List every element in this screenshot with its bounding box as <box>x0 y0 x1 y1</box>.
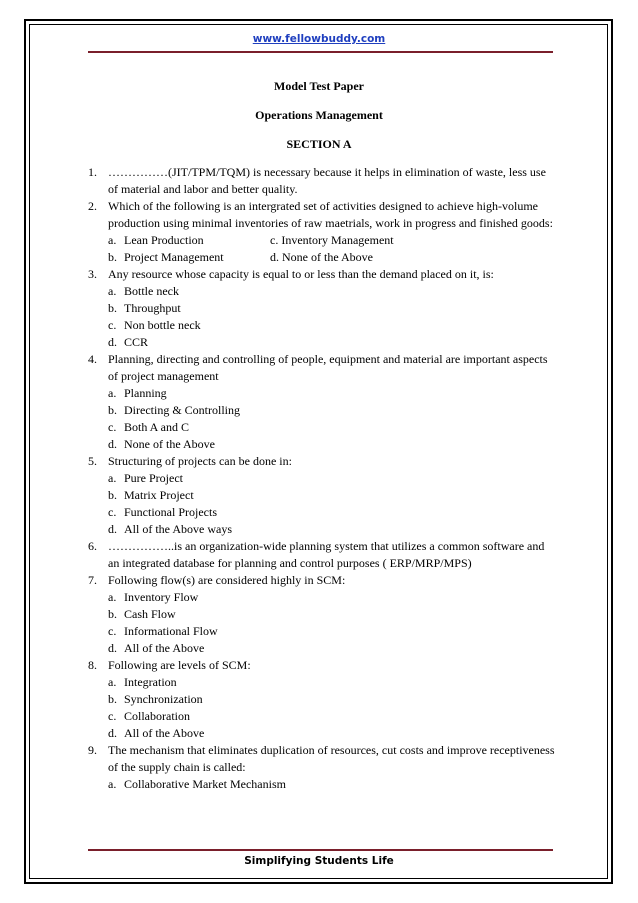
option-text: Collaborative Market Mechanism <box>124 777 286 791</box>
header-divider <box>88 51 553 53</box>
option-text: Cash Flow <box>124 607 176 621</box>
option-item <box>108 419 558 436</box>
question-item <box>88 538 558 572</box>
question-text: Structuring of projects can be done in: <box>108 454 292 468</box>
footer-divider <box>88 849 553 851</box>
option-letter: b. <box>108 692 117 706</box>
question-item <box>88 351 558 453</box>
question-text: Following are levels of SCM: <box>108 658 251 672</box>
option-item <box>108 623 558 640</box>
question-number: 7. <box>88 573 97 587</box>
question-text: ……………..is an organization-wide planning system that utilizes a common software and an integrated database for planning and control purposes ( ERP/MRP/MPS) <box>108 539 545 570</box>
option-letter: a. <box>108 590 117 604</box>
question-item <box>88 742 558 793</box>
option-item <box>108 487 558 504</box>
option-text: Non bottle neck <box>124 318 201 332</box>
option-letter: a. <box>108 386 117 400</box>
option-item <box>108 504 558 521</box>
question-text: Any resource whose capacity is equal to or less than the demand placed on it, is: <box>108 267 494 281</box>
question-text: Which of the following is an intergrated set of activities designed to achieve high-volume production using minimal inventories of raw maetrials, work in progress and finished goods: <box>108 199 553 230</box>
option-row <box>108 232 558 249</box>
option-text: Lean Production <box>124 233 204 247</box>
option-item <box>108 470 558 487</box>
option-letter: c. <box>108 709 117 723</box>
option-letter: a. <box>108 471 117 485</box>
option-letter: d. <box>108 726 117 740</box>
option-text: Inventory Flow <box>124 590 199 604</box>
option-item <box>108 708 558 725</box>
option-text: Integration <box>124 675 177 689</box>
question-text: The mechanism that eliminates duplication of resources, cut costs and improve receptiveness of the supply chain is called: <box>108 743 555 774</box>
option-item <box>108 776 558 793</box>
question-list <box>88 164 558 793</box>
question-item <box>88 572 558 657</box>
option-text: CCR <box>124 335 149 349</box>
subject-title: Operations Management <box>255 108 383 122</box>
option-text: All of the Above <box>124 726 205 740</box>
question-item <box>88 198 558 266</box>
option-letter: d. <box>108 522 117 536</box>
option-letter: d. <box>108 437 117 451</box>
option-letter: b. <box>108 301 117 315</box>
header-website-link[interactable]: www.fellowbuddy.com <box>252 33 386 45</box>
option-item <box>108 640 558 657</box>
option-text: All of the Above ways <box>124 522 232 536</box>
option-letter: a. <box>108 777 117 791</box>
paper-title: Model Test Paper <box>274 79 364 93</box>
option-item <box>108 334 558 351</box>
option-letter: b. <box>108 403 117 417</box>
option-letter: a. <box>108 233 117 247</box>
question-text: ……………(JIT/TPM/TQM) is necessary because it helps in elimination of waste, less use of material and labor and better quality. <box>108 165 546 196</box>
option-item <box>108 402 558 419</box>
option-item <box>108 521 558 538</box>
option-letter: b. <box>108 488 117 502</box>
option-text: Informational Flow <box>124 624 218 638</box>
question-number: 6. <box>88 539 97 553</box>
option-text: All of the Above <box>124 641 205 655</box>
option-letter: d. <box>108 335 117 349</box>
option-item <box>108 300 558 317</box>
option-text: d. None of the Above <box>270 250 373 264</box>
question-number: 2. <box>88 199 97 213</box>
option-text: Directing & Controlling <box>124 403 240 417</box>
option-item <box>108 725 558 742</box>
question-item <box>88 266 558 351</box>
option-text: Collaboration <box>124 709 190 723</box>
option-text: Synchronization <box>124 692 203 706</box>
option-text: c. Inventory Management <box>270 233 394 247</box>
option-item <box>108 589 558 606</box>
option-letter: c. <box>108 505 117 519</box>
section-heading: SECTION A <box>286 137 352 151</box>
option-text: Bottle neck <box>124 284 179 298</box>
question-item <box>88 657 558 742</box>
option-text: Project Management <box>124 250 224 264</box>
option-letter: a. <box>108 675 117 689</box>
option-letter: b. <box>108 250 117 264</box>
option-item <box>108 283 558 300</box>
option-text: Both A and C <box>124 420 190 434</box>
option-text: Throughput <box>124 301 181 315</box>
option-row <box>108 249 558 266</box>
option-text: Functional Projects <box>124 505 217 519</box>
question-number: 9. <box>88 743 97 757</box>
option-letter: c. <box>108 420 117 434</box>
footer-tagline: Simplifying Students Life <box>244 855 394 867</box>
option-letter: a. <box>108 284 117 298</box>
question-number: 8. <box>88 658 97 672</box>
option-item <box>108 317 558 334</box>
question-number: 4. <box>88 352 97 366</box>
question-item <box>88 453 558 538</box>
option-letter: d. <box>108 641 117 655</box>
option-text: Planning <box>124 386 167 400</box>
option-item <box>108 606 558 623</box>
option-letter: c. <box>108 624 117 638</box>
question-number: 1. <box>88 165 97 179</box>
option-item <box>108 385 558 402</box>
question-number: 5. <box>88 454 97 468</box>
question-number: 3. <box>88 267 97 281</box>
option-text: Pure Project <box>124 471 183 485</box>
option-text: Matrix Project <box>124 488 194 502</box>
option-item <box>108 436 558 453</box>
question-text: Following flow(s) are considered highly in SCM: <box>108 573 346 587</box>
option-letter: c. <box>108 318 117 332</box>
option-item <box>108 691 558 708</box>
option-item <box>108 674 558 691</box>
option-letter: b. <box>108 607 117 621</box>
question-item <box>88 164 558 198</box>
option-text: None of the Above <box>124 437 215 451</box>
question-text: Planning, directing and controlling of people, equipment and material are important aspects of project management <box>108 352 548 383</box>
